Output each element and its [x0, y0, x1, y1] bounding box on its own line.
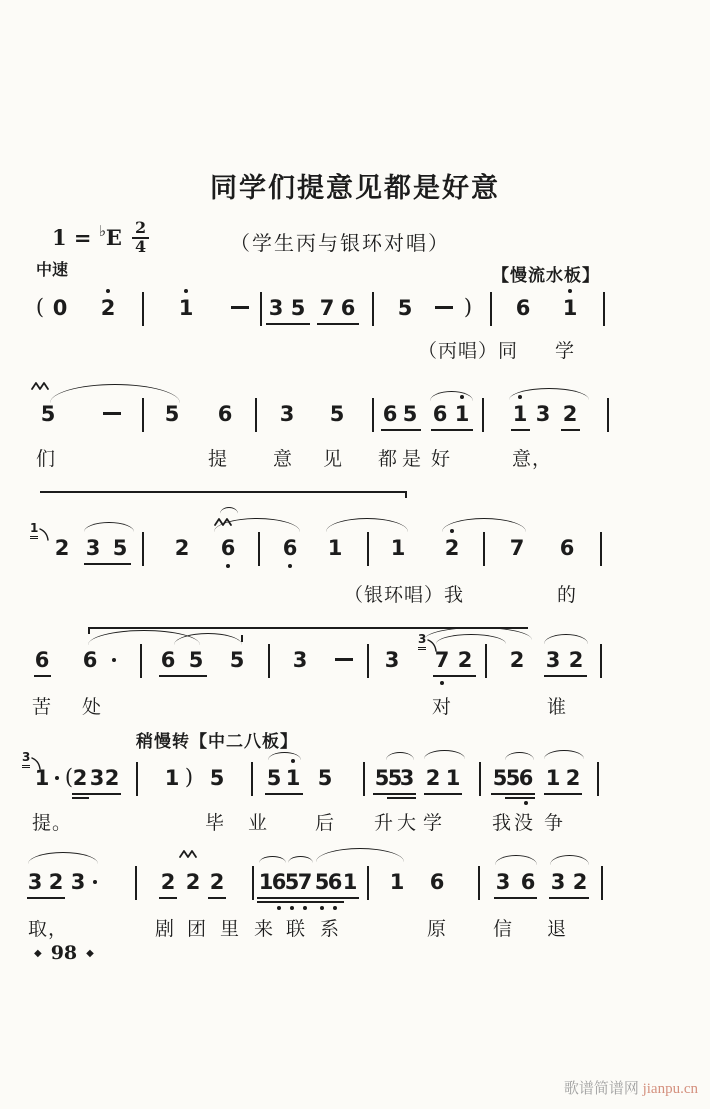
- beam: [544, 675, 587, 677]
- note: 6: [432, 402, 448, 426]
- lyric: 见: [322, 449, 344, 470]
- score-symbol: ): [184, 765, 194, 789]
- watermark: [564, 1077, 698, 1098]
- dash-rest: [335, 658, 353, 661]
- lyric: 学: [554, 341, 576, 362]
- beam: [257, 901, 313, 903]
- note: 6: [217, 402, 233, 426]
- note: 7: [509, 536, 525, 560]
- note: 2: [457, 648, 473, 672]
- beam: [387, 797, 416, 799]
- barline: [372, 398, 374, 432]
- note: 2: [209, 870, 225, 894]
- beam: [34, 675, 51, 677]
- barline: [268, 644, 270, 678]
- note: 2: [72, 766, 88, 790]
- beam: [511, 429, 530, 431]
- note: 5: [266, 766, 282, 790]
- beam: [159, 675, 207, 677]
- key-note: E: [105, 225, 122, 250]
- slur: [505, 752, 534, 760]
- note: 5: [492, 766, 508, 790]
- lyric: 剧: [154, 919, 176, 940]
- lyric: 信: [492, 919, 514, 940]
- note: 1: [342, 870, 358, 894]
- note: 3: [384, 648, 400, 672]
- octave-dot-below: [226, 564, 230, 568]
- note: 5: [40, 402, 56, 426]
- slur: [220, 507, 238, 514]
- note: 5: [329, 402, 345, 426]
- note: 5: [374, 766, 390, 790]
- slur: [424, 750, 465, 759]
- slur: [550, 855, 589, 865]
- note: 2: [104, 766, 120, 790]
- slur: [316, 848, 404, 862]
- lyric: 原: [426, 919, 448, 940]
- octave-dot-below: [303, 906, 307, 910]
- octave-dot-below: [277, 906, 281, 910]
- barline: [603, 292, 605, 326]
- beam: [381, 429, 421, 431]
- barline: [601, 866, 603, 900]
- lyric: 是: [401, 449, 423, 470]
- note: 2: [509, 648, 525, 672]
- score-symbol: ): [463, 295, 473, 319]
- octave-dot-above: [518, 395, 522, 399]
- lyric: 取，: [28, 919, 69, 940]
- phrase-line-hook: [88, 627, 90, 634]
- octave-dot-above: [291, 759, 295, 763]
- phrase-line-hook: [405, 491, 407, 498]
- barline: [136, 762, 138, 796]
- note: 7: [319, 296, 335, 320]
- note: 6: [429, 870, 445, 894]
- lyric: 来: [253, 919, 275, 940]
- note: 2: [174, 536, 190, 560]
- slur: [50, 384, 180, 403]
- note: 6: [271, 870, 287, 894]
- barline: [482, 398, 484, 432]
- slur: [84, 522, 134, 532]
- beam: [317, 323, 359, 325]
- octave-dot-above: [568, 289, 572, 293]
- lyric: 退: [546, 919, 568, 940]
- note: 5: [284, 870, 300, 894]
- note: 3: [85, 536, 101, 560]
- note: 5: [505, 766, 521, 790]
- barline: [485, 644, 487, 678]
- note: 2: [444, 536, 460, 560]
- lyric: 处: [81, 697, 103, 718]
- note: 2: [100, 296, 116, 320]
- slur: [544, 634, 588, 644]
- barline: [600, 644, 602, 678]
- octave-dot-below: [320, 906, 324, 910]
- note: 2: [54, 536, 70, 560]
- note: 3: [89, 766, 105, 790]
- slur: [430, 391, 473, 401]
- note: 6: [282, 536, 298, 560]
- score-symbol: (: [64, 765, 74, 789]
- note: 1: [512, 402, 528, 426]
- lyric: 提。: [32, 813, 73, 834]
- note: 6: [559, 536, 575, 560]
- note: 7: [297, 870, 313, 894]
- watermark-site-name: 歌谱简谱网: [563, 1081, 639, 1097]
- lyric: 升: [373, 813, 395, 834]
- note: 0: [52, 296, 68, 320]
- lyric: 的: [556, 585, 578, 606]
- note: 2: [185, 870, 201, 894]
- lyric: 谁: [546, 697, 568, 718]
- subtitle: （学生丙与银环对唱）: [230, 233, 450, 255]
- dash-rest: [103, 412, 121, 415]
- beam: [494, 897, 537, 899]
- note: 5: [164, 402, 180, 426]
- note: 6: [82, 648, 98, 672]
- note: 5: [209, 766, 225, 790]
- barline: [607, 398, 609, 432]
- barline: [142, 532, 144, 566]
- note: 5: [290, 296, 306, 320]
- slur: [386, 752, 414, 760]
- beam: [72, 797, 89, 799]
- note: 6: [382, 402, 398, 426]
- lyric: 提: [207, 449, 229, 470]
- beam: [265, 793, 303, 795]
- beam: [424, 793, 462, 795]
- lyric: 意: [272, 449, 294, 470]
- lyric: 都: [377, 449, 399, 470]
- note: 5: [188, 648, 204, 672]
- note: 5: [229, 648, 245, 672]
- barline: [372, 292, 374, 326]
- augmentation-dot: [93, 880, 97, 884]
- mid-board-style-label: 稍慢转【中二八板】: [136, 732, 298, 751]
- phrase-line: [40, 491, 406, 493]
- grace-note: 1: [30, 519, 38, 537]
- note: 3: [268, 296, 284, 320]
- dash-rest: [435, 306, 453, 309]
- beam: [505, 797, 535, 799]
- slur: [495, 855, 537, 865]
- page-deco-left: ◆: [34, 948, 42, 959]
- note: 1: [258, 870, 274, 894]
- grace-note: 3: [418, 630, 426, 648]
- octave-dot-below: [333, 906, 337, 910]
- barline: [479, 762, 481, 796]
- slur: [442, 518, 526, 532]
- beam: [373, 793, 416, 795]
- beam: [84, 563, 131, 565]
- lyric: （银环唱）我: [344, 585, 465, 606]
- note: 1: [562, 296, 578, 320]
- note: 5: [397, 296, 413, 320]
- beam: [159, 897, 177, 899]
- watermark-link: jianpu.cn: [642, 1081, 698, 1097]
- slur: [259, 856, 286, 863]
- score-symbol: (: [35, 295, 45, 319]
- mordent-icon: [178, 846, 198, 864]
- board-style-label: 【慢流水板】: [492, 266, 600, 285]
- barline: [478, 866, 480, 900]
- beam: [433, 675, 476, 677]
- barline: [597, 762, 599, 796]
- lyric: 后: [314, 813, 336, 834]
- grace-note: 3: [22, 748, 30, 766]
- barline: [367, 644, 369, 678]
- beam: [72, 793, 121, 795]
- note: 5: [402, 402, 418, 426]
- lyric: 系: [319, 919, 341, 940]
- tempo-label: 中速: [36, 262, 69, 279]
- lyric: 没: [513, 813, 535, 834]
- page-deco-right: ◆: [86, 948, 94, 959]
- lyric: （丙唱）同: [418, 341, 519, 362]
- barline: [251, 762, 253, 796]
- note: 2: [562, 402, 578, 426]
- note: 3: [550, 870, 566, 894]
- meter-denominator: 4: [134, 236, 147, 256]
- note: 1: [445, 766, 461, 790]
- note: 5: [314, 870, 330, 894]
- note: 1: [454, 402, 470, 426]
- lyric: 业: [247, 813, 269, 834]
- lyric: 对: [431, 697, 453, 718]
- lyric: 好: [430, 449, 452, 470]
- note: 3: [27, 870, 43, 894]
- note: 3: [535, 402, 551, 426]
- octave-dot-below: [290, 906, 294, 910]
- note: 1: [389, 870, 405, 894]
- page-title: 同学们提意见都是好意: [210, 173, 500, 203]
- beam: [313, 901, 344, 903]
- barline: [367, 866, 369, 900]
- lyric: 团: [186, 919, 208, 940]
- note: 1: [164, 766, 180, 790]
- note: 3: [292, 648, 308, 672]
- octave-dot-below: [440, 681, 444, 685]
- note: 1: [34, 766, 50, 790]
- note: 7: [434, 648, 450, 672]
- lyric: 们: [35, 449, 57, 470]
- note: 2: [425, 766, 441, 790]
- note: 2: [568, 648, 584, 672]
- barline: [252, 866, 254, 900]
- lyric: 争: [543, 813, 565, 834]
- barline: [255, 398, 257, 432]
- note: 3: [70, 870, 86, 894]
- slur: [268, 752, 301, 760]
- beam: [257, 897, 313, 899]
- slur: [544, 750, 584, 759]
- flat-icon: ♭: [98, 222, 106, 240]
- note: 6: [160, 648, 176, 672]
- lyric: 苦: [31, 697, 53, 718]
- lyric: 意，: [512, 449, 553, 470]
- octave-dot-above: [184, 289, 188, 293]
- augmentation-dot: [55, 776, 59, 780]
- note: 6: [520, 870, 536, 894]
- slur-hook: [241, 635, 243, 642]
- octave-dot-below: [524, 801, 528, 805]
- beam: [431, 429, 473, 431]
- barline: [258, 532, 260, 566]
- barline: [142, 292, 144, 326]
- page-number-value: 98: [50, 942, 78, 964]
- page-number: [34, 942, 94, 964]
- note: 6: [515, 296, 531, 320]
- lyric: 里: [219, 919, 241, 940]
- note: 3: [399, 766, 415, 790]
- beam: [313, 897, 359, 899]
- lyric: 学: [422, 813, 444, 834]
- note: 5: [387, 766, 403, 790]
- slur: [326, 518, 408, 532]
- beam: [266, 323, 310, 325]
- note: 2: [565, 766, 581, 790]
- note: 3: [495, 870, 511, 894]
- note: 6: [327, 870, 343, 894]
- barline: [135, 866, 137, 900]
- note: 2: [160, 870, 176, 894]
- lyric: 联: [285, 919, 307, 940]
- lyric: 大: [396, 813, 418, 834]
- beam: [491, 793, 535, 795]
- slur: [28, 852, 98, 864]
- beam: [208, 897, 226, 899]
- lyric: 我: [491, 813, 513, 834]
- barline: [260, 292, 262, 326]
- octave-dot-above: [450, 529, 454, 533]
- slur: [288, 856, 313, 863]
- beam: [27, 897, 65, 899]
- octave-dot-below: [288, 564, 292, 568]
- note: 5: [112, 536, 128, 560]
- barline: [142, 398, 144, 432]
- note: 3: [279, 402, 295, 426]
- mordent-icon: [30, 378, 50, 396]
- barline: [363, 762, 365, 796]
- note: 3: [545, 648, 561, 672]
- note: 6: [340, 296, 356, 320]
- note: 1: [285, 766, 301, 790]
- dash-rest: [231, 306, 249, 309]
- barline: [490, 292, 492, 326]
- augmentation-dot: [112, 658, 116, 662]
- mordent-icon: [213, 514, 233, 532]
- note: 2: [572, 870, 588, 894]
- note: 5: [317, 766, 333, 790]
- beam: [544, 793, 582, 795]
- meter-numerator: 2: [132, 220, 149, 239]
- octave-dot-above: [460, 395, 464, 399]
- note: 1: [545, 766, 561, 790]
- note: 2: [48, 870, 64, 894]
- lyric: 毕: [204, 813, 226, 834]
- note: 6: [518, 766, 534, 790]
- barline: [140, 644, 142, 678]
- barline: [600, 532, 602, 566]
- note: 1: [327, 536, 343, 560]
- key-prefix: 1 =: [52, 225, 99, 250]
- note: 6: [220, 536, 236, 560]
- note: 1: [178, 296, 194, 320]
- octave-dot-above: [106, 289, 110, 293]
- barline: [367, 532, 369, 566]
- beam: [549, 897, 589, 899]
- barline: [483, 532, 485, 566]
- note: 1: [390, 536, 406, 560]
- note: 6: [34, 648, 50, 672]
- beam: [561, 429, 580, 431]
